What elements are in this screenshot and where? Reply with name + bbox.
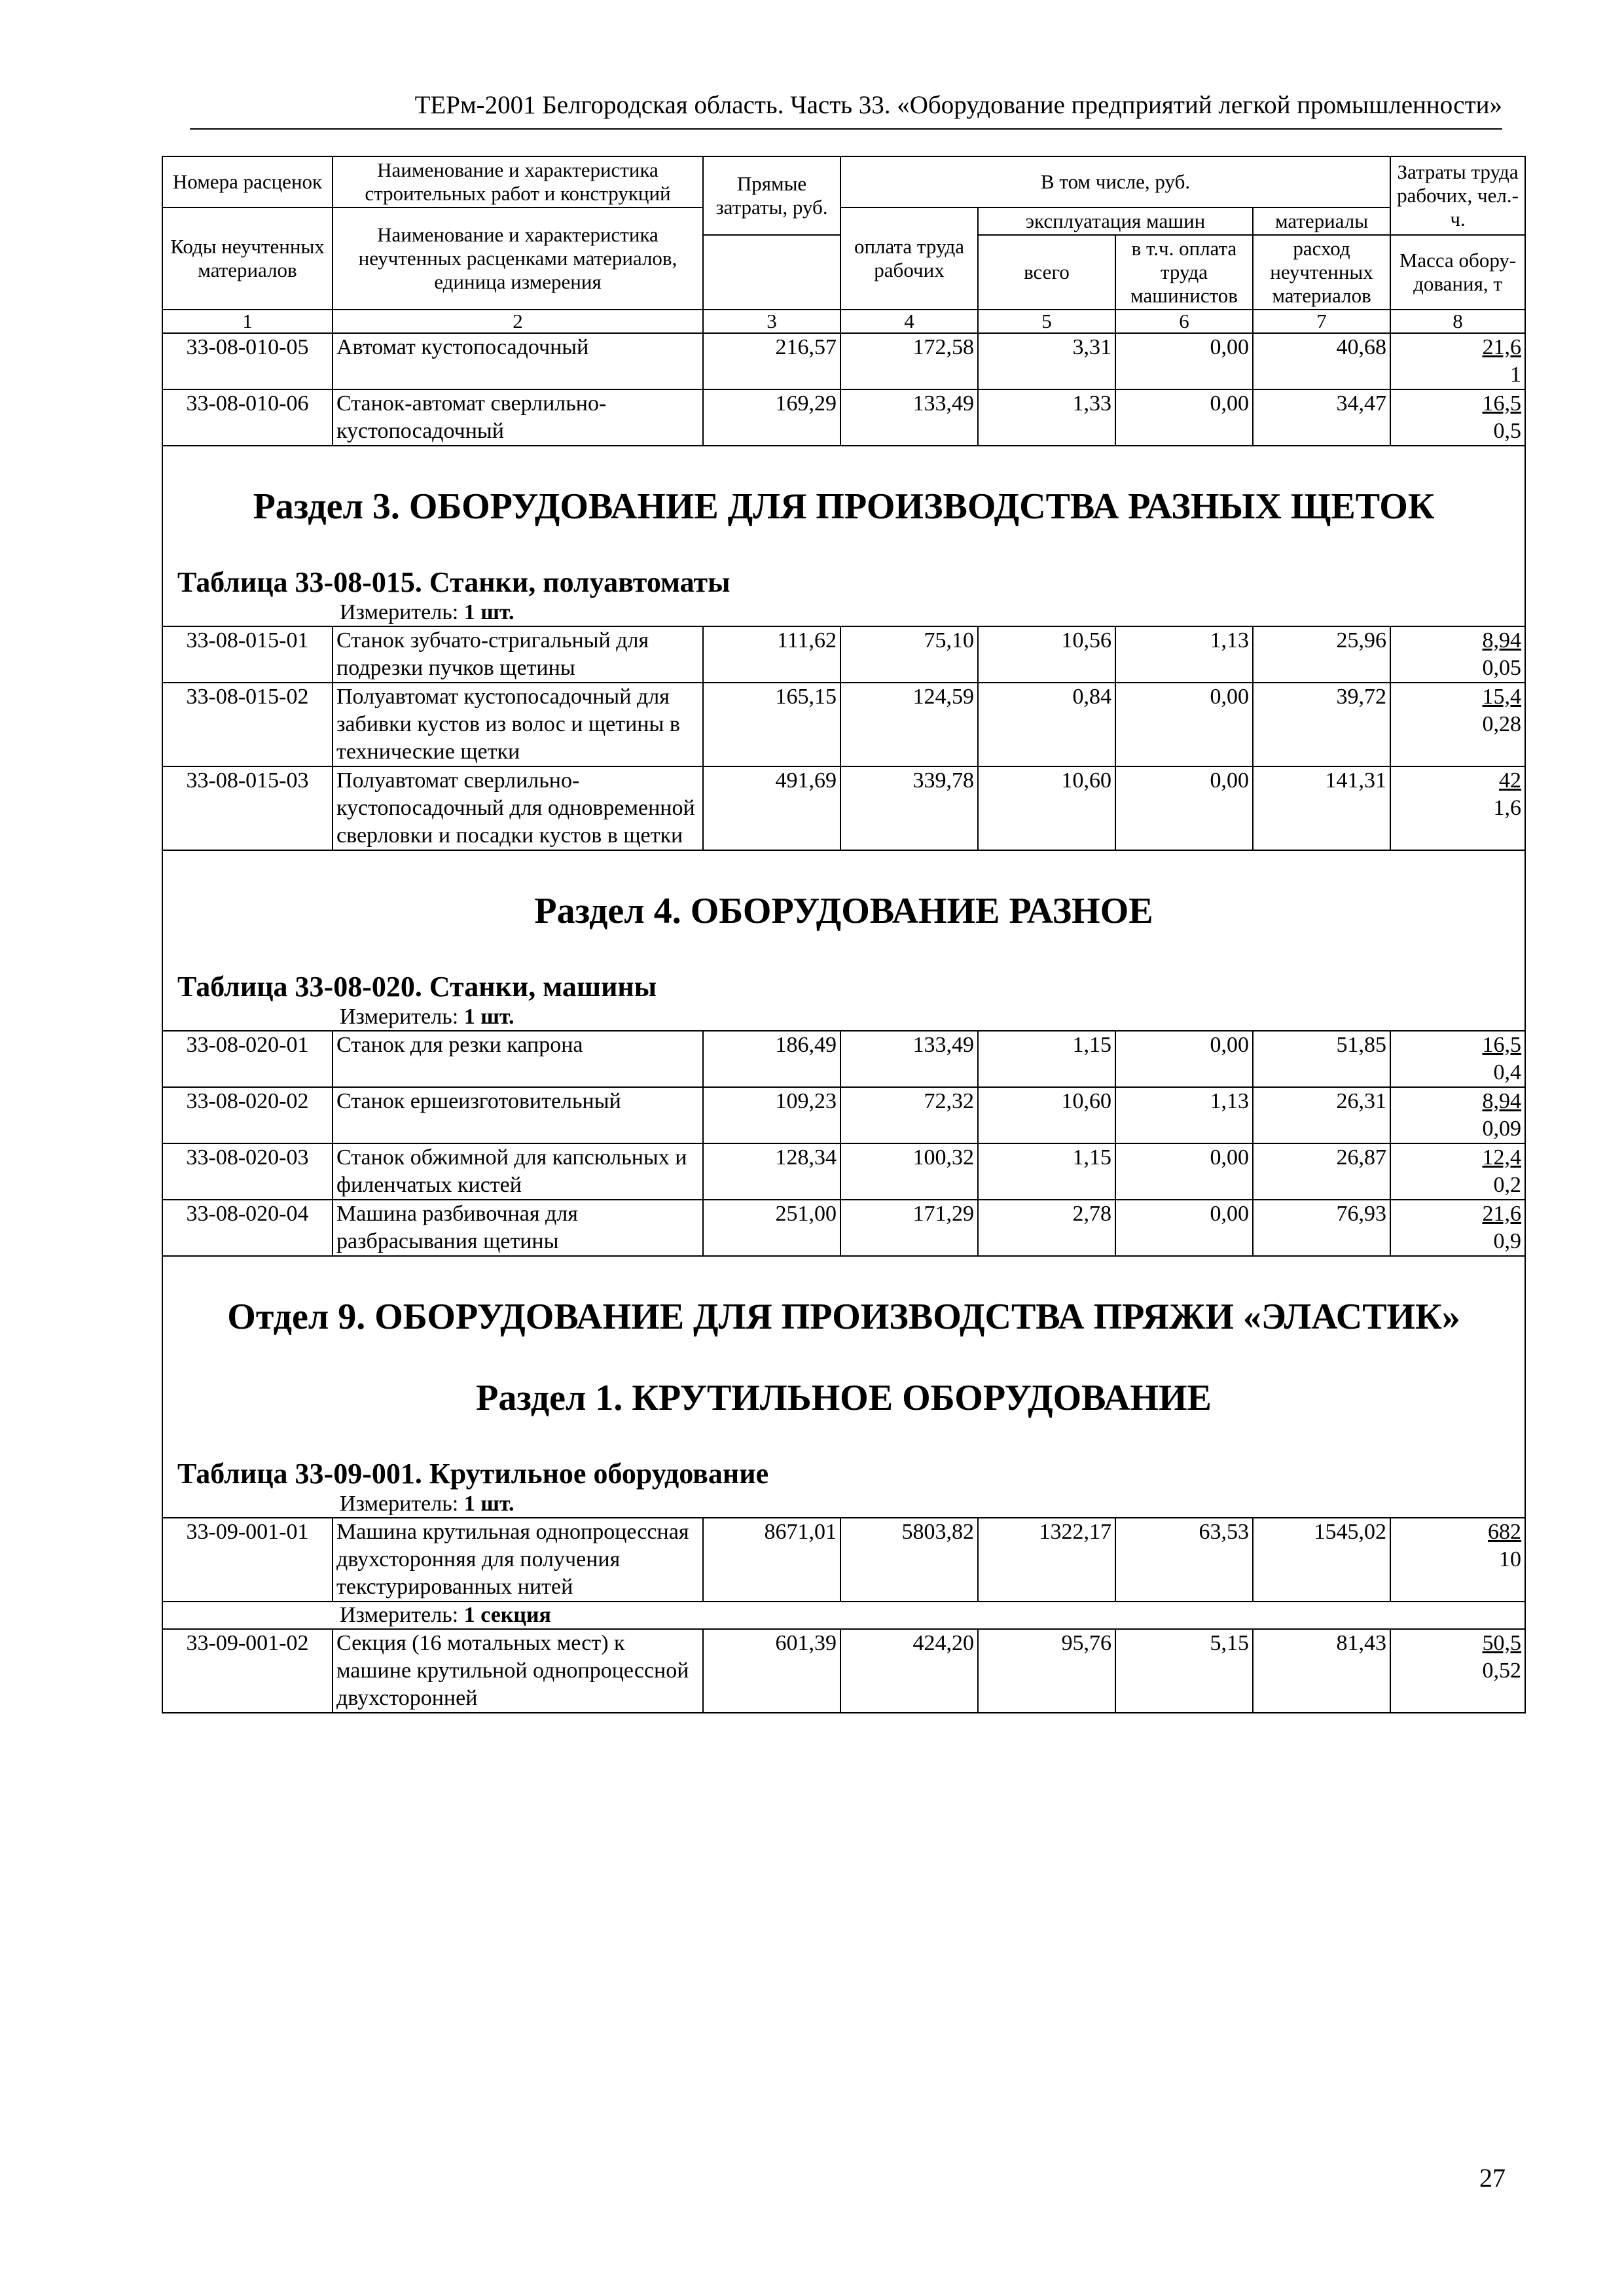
equipment-mass: 1,6	[1493, 796, 1522, 820]
machinists-pay: 0,00	[1115, 766, 1253, 850]
rate-name: Автомат кустопосадочный	[333, 333, 703, 389]
direct-costs: 8671,01	[703, 1518, 840, 1602]
materials-cost: 141,31	[1253, 766, 1390, 850]
colnum-8: 8	[1390, 310, 1525, 333]
labor-hours: 16,5	[1482, 391, 1522, 416]
section4-heading-cell	[162, 850, 1525, 1031]
materials-cost: 81,43	[1253, 1629, 1390, 1713]
measure-line: Измеритель: 1 шт.	[340, 1492, 514, 1516]
labor-pay: 171,29	[840, 1200, 978, 1256]
rows-department9-2	[162, 1629, 1525, 1713]
table-row	[162, 766, 1525, 850]
section-title: Раздел 1. КРУТИЛЬНОЕ ОБОРУДОВАНИЕ	[476, 1378, 1212, 1418]
rate-code: 33-08-020-02	[162, 1087, 333, 1143]
machinists-pay: 5,15	[1115, 1629, 1253, 1713]
materials-cost: 34,47	[1253, 389, 1390, 446]
page-header: ТЕРм-2001 Белгородская область. Часть 33. «Оборудование предприятий легкой промышленности»	[414, 91, 1502, 119]
header-group-materials: материалы	[1253, 207, 1390, 235]
machinists-pay: 1,13	[1115, 1087, 1253, 1143]
labor-pay: 339,78	[840, 766, 978, 850]
machines-total: 2,78	[978, 1200, 1115, 1256]
direct-costs: 111,62	[703, 626, 840, 683]
materials-cost: 25,96	[1253, 626, 1390, 683]
table-row	[162, 1143, 1525, 1200]
header-col6: в т.ч. оплата труда машинистов	[1115, 235, 1253, 310]
labor-hours-mass-cell	[1390, 1629, 1525, 1713]
materials-cost: 26,31	[1253, 1087, 1390, 1143]
labor-hours: 8,94	[1482, 1089, 1522, 1113]
colnum-5: 5	[978, 310, 1115, 333]
rows-section4	[162, 1031, 1525, 1256]
labor-hours: 12,4	[1482, 1145, 1522, 1170]
machinists-pay: 0,00	[1115, 1200, 1253, 1256]
labor-hours-mass-cell	[1390, 1200, 1525, 1256]
labor-hours: 42	[1499, 768, 1522, 793]
direct-costs: 216,57	[703, 333, 840, 389]
machines-total: 1,15	[978, 1031, 1115, 1087]
direct-costs: 601,39	[703, 1629, 840, 1713]
rate-name: Станок обжимной для капсюльных и филенчатых кистей	[333, 1143, 703, 1200]
header-group-incl: В том числе, руб.	[840, 156, 1390, 207]
equipment-mass: 10	[1499, 1547, 1522, 1571]
rates-table	[162, 156, 1526, 1713]
rate-code: 33-08-010-05	[162, 333, 333, 389]
header-col2-top: Наименование и характеристика строительных работ и конструкций	[333, 156, 703, 207]
labor-pay: 172,58	[840, 333, 978, 389]
rate-code: 33-08-020-01	[162, 1031, 333, 1087]
labor-hours-mass-cell	[1390, 389, 1525, 446]
machines-total: 3,31	[978, 333, 1115, 389]
rows-top	[162, 333, 1525, 446]
equipment-mass: 0,28	[1482, 712, 1522, 736]
labor-hours: 21,6	[1482, 1202, 1522, 1226]
machines-total: 10,56	[978, 626, 1115, 683]
machines-total: 1,15	[978, 1143, 1115, 1200]
table-title: Таблица 33-09-001. Крутильное оборудование	[177, 1458, 769, 1490]
equipment-mass: 0,4	[1493, 1060, 1522, 1085]
rate-name: Полуавтомат сверлильно-кустопосадочный для одновременной сверловки и посадки кустов в щетки	[333, 766, 703, 850]
direct-costs: 169,29	[703, 389, 840, 446]
labor-pay: 75,10	[840, 626, 978, 683]
direct-costs: 165,15	[703, 683, 840, 766]
machines-total: 1322,17	[978, 1518, 1115, 1602]
department9-measure2-cell	[162, 1602, 1525, 1629]
labor-hours-mass-cell	[1390, 1031, 1525, 1087]
table-row	[162, 1031, 1525, 1087]
rate-name: Секция (16 мотальных мест) к машине крутильной однопроцессной двухсторонней	[333, 1629, 703, 1713]
equipment-mass: 1	[1510, 363, 1522, 387]
labor-hours: 21,6	[1482, 335, 1522, 359]
equipment-mass: 0,9	[1493, 1229, 1522, 1253]
labor-hours: 50,5	[1482, 1631, 1522, 1655]
department-title: Отдел 9. ОБОРУДОВАНИЕ ДЛЯ ПРОИЗВОДСТВА ПРЯЖИ «ЭЛАСТИК»	[227, 1297, 1460, 1337]
equipment-mass: 0,09	[1482, 1117, 1522, 1141]
labor-hours: 682	[1488, 1520, 1522, 1544]
labor-hours-mass-cell	[1390, 1143, 1525, 1200]
materials-cost: 51,85	[1253, 1031, 1390, 1087]
table-row	[162, 1629, 1525, 1713]
machinists-pay: 0,00	[1115, 1143, 1253, 1200]
equipment-mass: 0,5	[1493, 419, 1522, 443]
table-row	[162, 683, 1525, 766]
labor-pay: 133,49	[840, 1031, 978, 1087]
direct-costs: 186,49	[703, 1031, 840, 1087]
rate-code: 33-08-015-01	[162, 626, 333, 683]
labor-hours-mass-cell	[1390, 1518, 1525, 1602]
header-col3-spacer	[703, 235, 840, 310]
labor-pay: 124,59	[840, 683, 978, 766]
header-col8-top: Затраты труда рабочих, чел.-ч.	[1390, 156, 1525, 235]
rate-code: 33-09-001-01	[162, 1518, 333, 1602]
header-col5: всего	[978, 235, 1115, 310]
machines-total: 0,84	[978, 683, 1115, 766]
table-row	[162, 1518, 1525, 1602]
machinists-pay: 0,00	[1115, 683, 1253, 766]
labor-hours: 16,5	[1482, 1033, 1522, 1057]
direct-costs: 491,69	[703, 766, 840, 850]
machinists-pay: 63,53	[1115, 1518, 1253, 1602]
materials-cost: 1545,02	[1253, 1518, 1390, 1602]
labor-hours: 8,94	[1482, 628, 1522, 653]
page-number: 27	[1479, 2163, 1506, 2193]
rate-name: Машина разбивочная для разбрасывания щетины	[333, 1200, 703, 1256]
table-row	[162, 333, 1525, 389]
table-row	[162, 389, 1525, 446]
header-col3: Прямые затраты, руб.	[703, 156, 840, 235]
machines-total: 95,76	[978, 1629, 1115, 1713]
colnum-2: 2	[333, 310, 703, 333]
header-col7: расход неучтенных материалов	[1253, 235, 1390, 310]
rate-code: 33-08-020-03	[162, 1143, 333, 1200]
labor-hours-mass-cell	[1390, 626, 1525, 683]
labor-hours-mass-cell	[1390, 333, 1525, 389]
labor-pay: 424,20	[840, 1629, 978, 1713]
labor-hours-mass-cell	[1390, 1087, 1525, 1143]
measure-line: Измеритель: 1 секция	[340, 1603, 551, 1627]
materials-cost: 76,93	[1253, 1200, 1390, 1256]
rate-name: Станок ершеизготовительный	[333, 1087, 703, 1143]
labor-pay: 5803,82	[840, 1518, 978, 1602]
table-title: Таблица 33-08-015. Станки, полуавтоматы	[177, 566, 731, 598]
section-title: Раздел 4. ОБОРУДОВАНИЕ РАЗНОЕ	[534, 891, 1153, 931]
header-rule	[190, 128, 1502, 130]
rate-name: Станок-автомат сверлильно-кустопосадочный	[333, 389, 703, 446]
rate-name: Станок зубчато-стригальный для подрезки пучков щетины	[333, 626, 703, 683]
direct-costs: 109,23	[703, 1087, 840, 1143]
colnum-7: 7	[1253, 310, 1390, 333]
machinists-pay: 0,00	[1115, 333, 1253, 389]
equipment-mass: 0,2	[1493, 1173, 1522, 1197]
rows-section3	[162, 626, 1525, 850]
equipment-mass: 0,05	[1482, 656, 1522, 680]
materials-cost: 40,68	[1253, 333, 1390, 389]
rate-code: 33-09-001-02	[162, 1629, 333, 1713]
section3-heading-cell	[162, 446, 1525, 626]
rate-name: Полуавтомат кустопосадочный для забивки кустов из волос и щетины в технические щетки	[333, 683, 703, 766]
table-row	[162, 1200, 1525, 1256]
materials-cost: 26,87	[1253, 1143, 1390, 1200]
direct-costs: 251,00	[703, 1200, 840, 1256]
labor-pay: 100,32	[840, 1143, 978, 1200]
machines-total: 10,60	[978, 1087, 1115, 1143]
rate-code: 33-08-010-06	[162, 389, 333, 446]
colnum-4: 4	[840, 310, 978, 333]
machinists-pay: 0,00	[1115, 389, 1253, 446]
rate-code: 33-08-015-02	[162, 683, 333, 766]
labor-hours-mass-cell	[1390, 683, 1525, 766]
labor-pay: 72,32	[840, 1087, 978, 1143]
machines-total: 1,33	[978, 389, 1115, 446]
equipment-mass: 0,52	[1482, 1659, 1522, 1683]
colnum-6: 6	[1115, 310, 1253, 333]
direct-costs: 128,34	[703, 1143, 840, 1200]
machinists-pay: 1,13	[1115, 626, 1253, 683]
table-row	[162, 1087, 1525, 1143]
header-col8-bottom: Масса обору-дования, т	[1390, 235, 1525, 310]
labor-pay: 133,49	[840, 389, 978, 446]
header-col1-top: Номера расценок	[162, 156, 333, 207]
rate-name: Машина крутильная однопроцессная двухсторонняя для получения текстурированных нитей	[333, 1518, 703, 1602]
header-group-machines: эксплуатация машин	[978, 207, 1253, 235]
rate-code: 33-08-015-03	[162, 766, 333, 850]
section-title: Раздел 3. ОБОРУДОВАНИЕ ДЛЯ ПРОИЗВОДСТВА РАЗНЫХ ЩЕТОК	[253, 486, 1435, 527]
header-col4: оплата труда рабочих	[840, 207, 978, 310]
colnum-3: 3	[703, 310, 840, 333]
rows-department9	[162, 1518, 1525, 1602]
department9-heading-cell	[162, 1256, 1525, 1518]
machinists-pay: 0,00	[1115, 1031, 1253, 1087]
machines-total: 10,60	[978, 766, 1115, 850]
table-title: Таблица 33-08-020. Станки, машины	[177, 971, 657, 1003]
labor-hours-mass-cell	[1390, 766, 1525, 850]
materials-cost: 39,72	[1253, 683, 1390, 766]
labor-hours: 15,4	[1482, 685, 1522, 709]
header-col1-bottom: Коды неучтенных материалов	[162, 207, 333, 310]
rate-code: 33-08-020-04	[162, 1200, 333, 1256]
measure-line: Измеритель: 1 шт.	[340, 1005, 514, 1029]
header-col2-bottom: Наименование и характеристика неучтенных расценками материалов, единица измерения	[333, 207, 703, 310]
table-row	[162, 626, 1525, 683]
rate-name: Станок для резки капрона	[333, 1031, 703, 1087]
colnum-1: 1	[162, 310, 333, 333]
measure-line: Измеритель: 1 шт.	[340, 600, 514, 624]
